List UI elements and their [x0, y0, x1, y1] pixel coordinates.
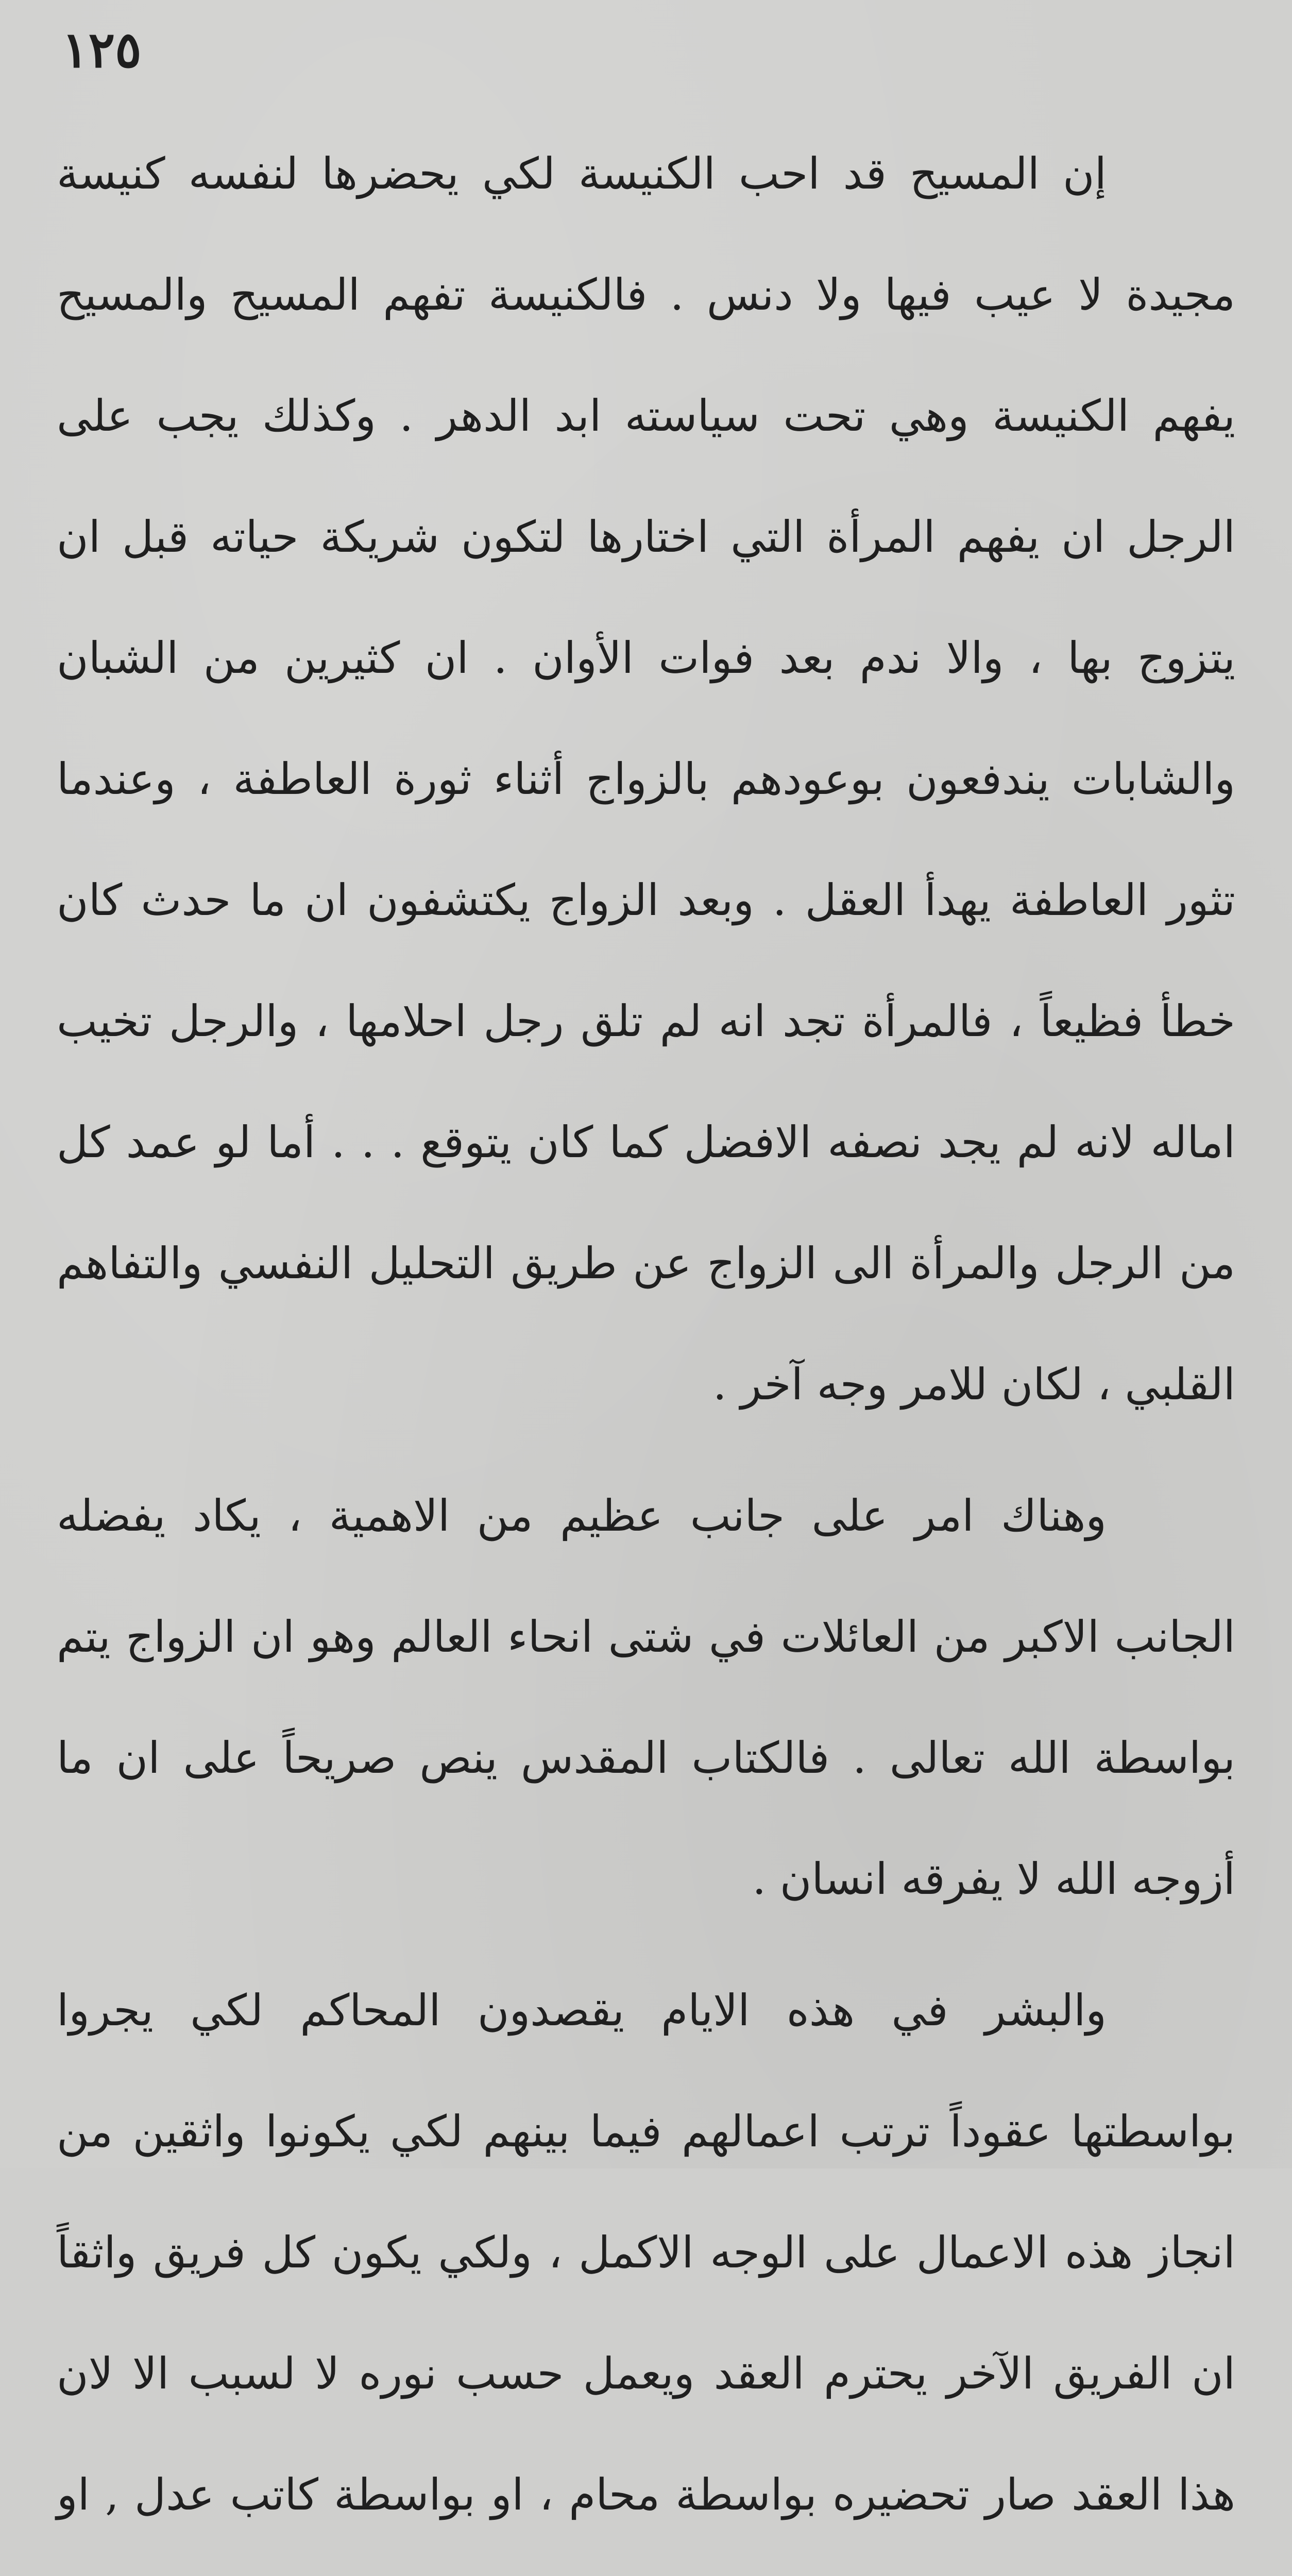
- paragraph-1: [57, 113, 1235, 1445]
- paragraph-text: إن المسيح قد احب الكنيسة لكي يحضرها لنفسه كنيسة مجيدة لا عيب فيها ولا دنس . فالكنيسة تفهم المسيح والمسيح يفهم الكنيسة وهي تحت سياسته ابد الدهر . وكذلك يجب على الرجل ان يفهم المرأة التي اختارها لتكون شريكة حياته قبل ان يتزوج بها ، والا ندم بعد فوات الأوان . ان كثيرين من الشبان والشابات يندفعون بوعودهم بالزواج أثناء ثورة العاطفة ، وعندما تثور العاطفة يهدأ العقل . وبعد الزواج يكتشفون ان ما حدث كان خطأ فظيعاً ، فالمرأة تجد انه لم تلق رجل احلامها ، والرجل تخيب اماله لانه لم يجد نصفه الافضل كما كان يتوقع . . . أما لو عمد كل من الرجل والمرأة الى الزواج عن طريق التحليل النفسي والتفاهم القلبي ، لكان للامر وجه آخر .: [57, 148, 1235, 1410]
- page-number: ١٢٥: [62, 21, 142, 79]
- paragraph-3: [57, 1950, 1235, 2576]
- body-text: [57, 113, 1235, 2576]
- paragraph-2: [57, 1455, 1235, 1940]
- paragraph-text: والبشر في هذه الايام يقصدون المحاكم لكي يجروا بواسطتها عقوداً ترتب اعمالهم فيما بينهم لكي يكونوا واثقين من انجاز هذه الاعمال على الوجه الاكمل ، ولكي يكون كل فريق واثقاً ان الفريق الآخر يحترم العقد ويعمل حسب نوره لا لسبب الا لان هذا العقد صار تحضيره بواسطة محام ، او بواسطة كاتب عدل , او: [57, 1985, 1235, 2520]
- paragraph-text: وهناك امر على جانب عظيم من الاهمية ، يكاد يفضله الجانب الاكبر من العائلات في شتى انحاء العالم وهو ان الزواج يتم بواسطة الله تعالى . فالكتاب المقدس ينص صريحاً على ان ما أزوجه الله لا يفرقه انسان .: [57, 1490, 1235, 1904]
